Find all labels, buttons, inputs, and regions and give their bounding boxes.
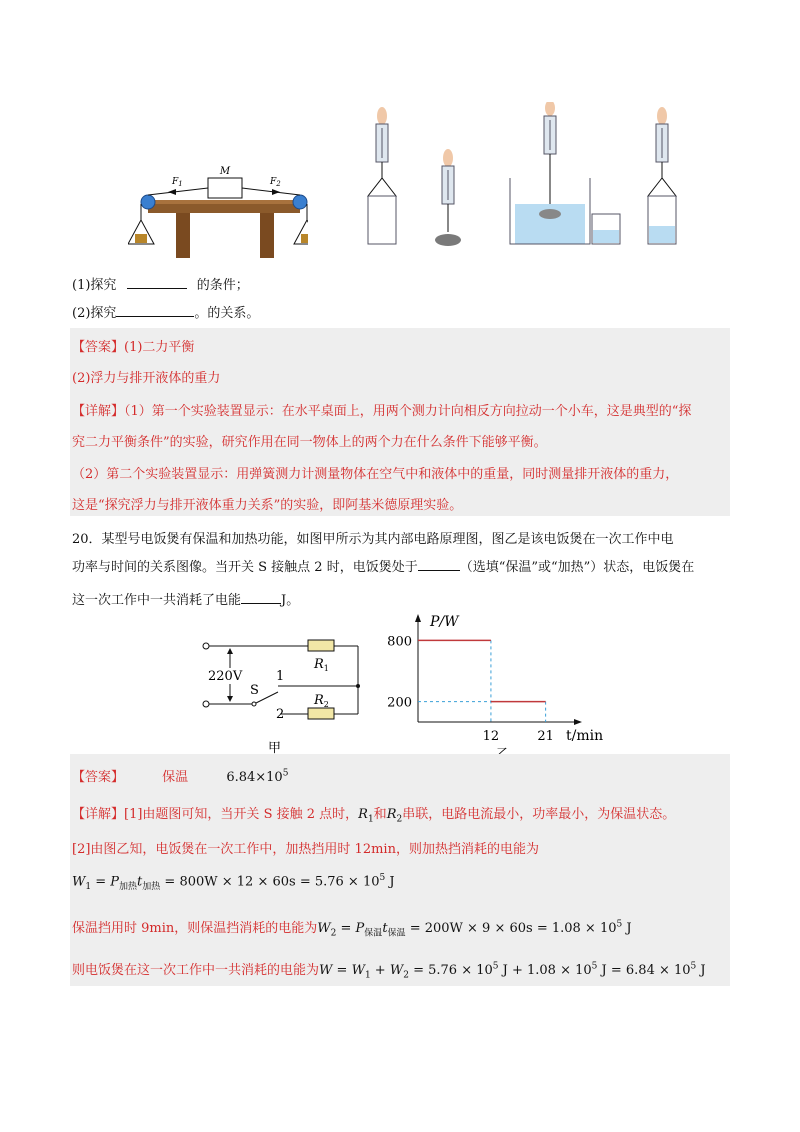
q19-detail-2a: （2）第二个实验装置显示：用弹簧测力计测量物体在空气中和液体中的重量，同时测量排开液体的重力， xyxy=(72,467,679,482)
q20-stem-3: 这一次工作中一共消耗了电能 J。 xyxy=(72,593,300,608)
y-tick-label: 800 xyxy=(387,634,412,650)
spring-scale-2 xyxy=(435,149,461,246)
equation-2-line: 保温挡用时 9min，则保温挡消耗的电能为$W_2 = P_{保温}t_{保温} = 200W \times 9 \times 60s = 1.08 \times 10^5$ J xyxy=(72,919,632,939)
spring-scale-1 xyxy=(368,107,396,244)
q20-stem-1: 20．某型号电饭煲有保温和加热功能，如图甲所示为其内部电路原理图，图乙是该电饭煲在一次工作中电 xyxy=(72,532,674,547)
y-tick-label: 200 xyxy=(387,695,412,711)
q20-answer: 【答案】 保温 $6.84\times 10^5$ xyxy=(72,768,289,785)
spring-scale-3 xyxy=(510,102,620,244)
equation-1: $W_1 = P_{加热}t_{加热} = 800W \times 12 \times 60s = 5.76 \times 10^5$ J xyxy=(72,873,395,892)
balance-apparatus-figure xyxy=(128,158,308,258)
q19-fill-line-2: (2)探究 。的关系。 xyxy=(72,306,260,321)
block-m-label: M xyxy=(219,166,231,177)
contact-2-label: 2 xyxy=(276,707,285,722)
q19-blank-1[interactable] xyxy=(127,276,187,289)
q20-blank-1[interactable] xyxy=(418,558,460,571)
circuit-diagram xyxy=(196,630,372,754)
x-tick-label: 21 xyxy=(537,729,554,744)
power-time-chart xyxy=(380,612,610,760)
q20-answer-box xyxy=(70,754,730,986)
q19-detail-2b: 这是“探究浮力与排开液体重力关系”的实验，即阿基米德原理实验。 xyxy=(72,498,463,513)
q19-detail-1a: 【详解】（1）第一个实验装置显示：在水平桌面上，用两个测力计向相反方向拉动一个小车，这是典型的“探 xyxy=(72,404,692,419)
q20-blank-2[interactable] xyxy=(241,591,281,604)
r1-label: $R_1$ xyxy=(314,657,329,673)
x-axis-label: t/min xyxy=(566,728,604,744)
q20-detail-1: 【详解】[1]由题图可知，当开关 S 接触 2 点时，$R_1$和$R_2$串联，电路电流最小，功率最小，为保温状态。 xyxy=(72,807,676,825)
archimedes-apparatus-figure xyxy=(360,102,690,250)
r2-label: $R_2$ xyxy=(314,693,329,709)
circuit-caption: 甲 xyxy=(268,741,282,754)
q19-answer: 【答案】(1)二力平衡 xyxy=(72,340,195,355)
q20-stem-2: 功率与时间的关系图像。当开关 S 接触点 2 时，电饭煲处于 （选填“保温”或“加热”）状态，电饭煲在 xyxy=(72,560,695,575)
equation-3-line: 则电饭煲在这一次工作中一共消耗的电能为$W = W_1 + W_2 = 5.76 \times 10^5$ $J + 1.08 \times 10^5$ $J = 6.84 \times 10^5$ J xyxy=(72,961,706,981)
f2-label: $F_2$ xyxy=(270,177,281,188)
q19-answer-2: (2)浮力与排开液体的重力 xyxy=(72,371,221,386)
switch-label: S xyxy=(250,683,259,698)
x-tick-label: 12 xyxy=(482,729,500,744)
contact-1-label: 1 xyxy=(276,669,285,684)
q19-detail-1b: 究二力平衡条件”的实验，研究作用在同一物体上的两个力在什么条件下能够平衡。 xyxy=(72,435,547,450)
q19-blank-2[interactable] xyxy=(116,304,194,317)
spring-scale-4 xyxy=(648,107,676,244)
voltage-label: 220V xyxy=(208,669,243,684)
q20-detail-2: [2]由图乙知，电饭煲在一次工作中，加热挡用时 12min，则加热挡消耗的电能为 xyxy=(72,842,539,857)
q19-fill-line-1: (1)探究 的条件； xyxy=(72,278,249,293)
f1-label: $F_1$ xyxy=(172,177,183,188)
y-axis-label: P/W xyxy=(430,614,459,630)
q19-answer-box xyxy=(70,328,730,516)
